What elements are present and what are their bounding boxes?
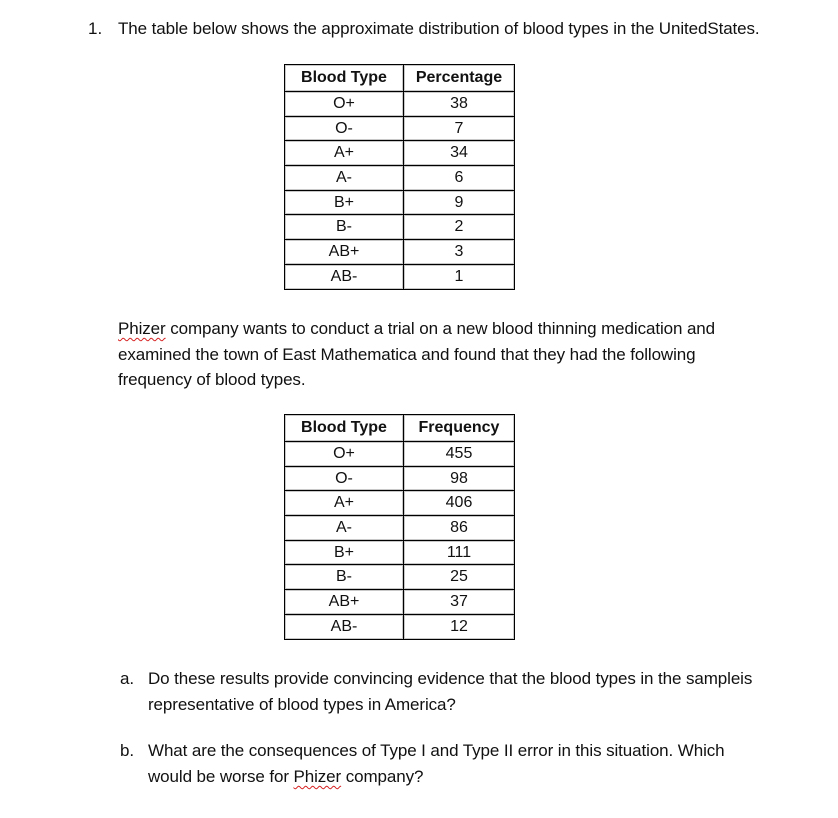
paragraph-line-1-text: company wants to conduct a trial on a new blood thinning medication and (165, 319, 716, 338)
blood-type-cell: A- (285, 516, 404, 541)
blood-type-cell: A- (285, 166, 404, 191)
percentage-cell: 9 (404, 190, 515, 215)
table-row (285, 540, 515, 565)
percentage-table (284, 64, 515, 290)
table-row (285, 240, 515, 265)
blood-type-cell: B+ (285, 190, 404, 215)
percentage-cell: 6 (404, 166, 515, 191)
blood-type-cell: B- (285, 565, 404, 590)
blood-type-cell: AB+ (285, 590, 404, 615)
frequency-table (284, 414, 515, 640)
spellcheck-word: Phizer (293, 767, 342, 786)
table-row (285, 264, 515, 289)
sub-question-b-line-1: What are the consequences of Type I and Type II error in this situation. Which (148, 741, 725, 760)
table-header-row (285, 65, 515, 92)
blood-type-cell: AB+ (285, 240, 404, 265)
percentage-cell: 2 (404, 215, 515, 240)
frequency-cell: 12 (404, 614, 515, 639)
table-row (285, 166, 515, 191)
blood-type-cell: O- (285, 116, 404, 141)
table-row (285, 614, 515, 639)
table-row (285, 516, 515, 541)
percentage-cell: 34 (404, 141, 515, 166)
table-row (285, 92, 515, 117)
table-row (285, 116, 515, 141)
frequency-cell: 86 (404, 516, 515, 541)
blood-type-cell: AB- (285, 264, 404, 289)
question-number: 1. (88, 19, 103, 38)
frequency-cell: 98 (404, 466, 515, 491)
sub-question-b-text (148, 738, 828, 790)
sub-question-a-line-2: representative of blood types in America? (148, 695, 456, 714)
table-row (285, 141, 515, 166)
sub-question-b-line-2-post: company? (341, 767, 424, 786)
frequency-cell: 25 (404, 565, 515, 590)
sub-question-a-label: a. (120, 669, 134, 688)
frequency-cell: 406 (404, 491, 515, 516)
header-blood-type: Blood Type (285, 415, 404, 442)
blood-type-cell: A+ (285, 491, 404, 516)
sub-question-b-line-2-pre: would be worse for (148, 767, 294, 786)
table-header-row (285, 415, 515, 442)
blood-type-cell: B+ (285, 540, 404, 565)
table-row (285, 190, 515, 215)
percentage-cell: 1 (404, 264, 515, 289)
percentage-cell: 3 (404, 240, 515, 265)
sub-question-b-label: b. (120, 741, 134, 760)
paragraph-line-2: examined the town of East Mathematica and found that they had the following (118, 344, 696, 364)
header-percentage: Percentage (404, 65, 515, 92)
paragraph-line-1 (118, 316, 808, 342)
blood-type-cell: B- (285, 215, 404, 240)
header-frequency: Frequency (404, 415, 515, 442)
table-row (285, 491, 515, 516)
sub-question-b-line-2 (148, 764, 828, 790)
question-text: The table below shows the approximate distribution of blood types in the UnitedStates. (118, 19, 760, 38)
table-row (285, 565, 515, 590)
blood-type-cell: O+ (285, 92, 404, 117)
paragraph-line-3: frequency of blood types. (118, 370, 306, 389)
spellcheck-word: Phizer (118, 319, 166, 338)
percentage-cell: 38 (404, 92, 515, 117)
study-paragraph (118, 316, 808, 393)
frequency-cell: 37 (404, 590, 515, 615)
percentage-cell: 7 (404, 116, 515, 141)
table-row (285, 442, 515, 467)
sub-question-a-line-1: Do these results provide convincing evidence that the blood types in the sampleis (148, 669, 753, 688)
table-row (285, 466, 515, 491)
blood-type-cell: A+ (285, 141, 404, 166)
table-row (285, 590, 515, 615)
blood-type-cell: O+ (285, 442, 404, 467)
frequency-cell: 455 (404, 442, 515, 467)
header-blood-type: Blood Type (285, 65, 404, 92)
table-row (285, 215, 515, 240)
blood-type-cell: AB- (285, 614, 404, 639)
blood-type-cell: O- (285, 466, 404, 491)
sub-question-a-text (148, 666, 828, 718)
frequency-cell: 111 (404, 540, 515, 565)
